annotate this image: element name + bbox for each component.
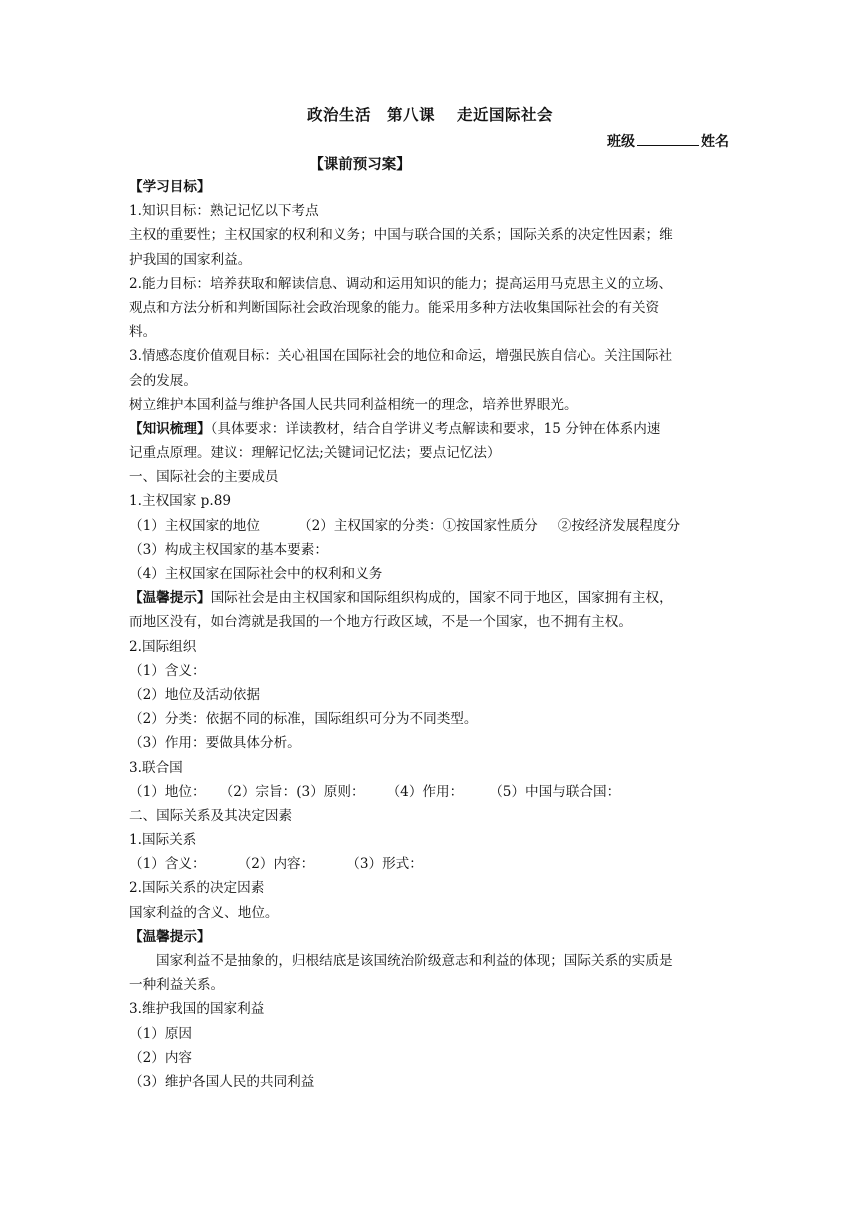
text-line: （3）构成主权国家的基本要素： (129, 541, 328, 558)
text-line: 料。 (129, 324, 157, 341)
heading-learning-goals: 【学习目标】 (129, 179, 211, 195)
text-line: （4）主权国家在国际社会中的权利和义务 (129, 566, 383, 582)
text-line: 会的发展。 (129, 372, 197, 389)
text-line: 3.维护我国的国家利益 (129, 1001, 265, 1018)
text-line: 国家利益不是抽象的，归根结底是该国统治阶级意志和利益的体现；国际关系的实质是 (156, 953, 673, 969)
text-line: （3）作用：要做具体分析。 (129, 735, 301, 752)
un-line (129, 780, 733, 804)
relations-line (129, 852, 733, 876)
heading-knowledge: 【知识梳理】 (129, 420, 211, 437)
text-item: ②按经济发展程度分 (557, 517, 681, 534)
text-line: 1.主权国家 p.89 (129, 493, 231, 510)
name-label: 姓名 (701, 134, 729, 150)
text-item: （2）内容： (237, 856, 315, 873)
text-item: （4）作用： (386, 783, 464, 800)
text-line: 观点和方法分析和判断国际社会政治现象的能力。能采用多种方法收集国际社会的有关资 (129, 299, 660, 316)
text-item: （3）形式： (346, 856, 423, 873)
text-item: （1）含义： (129, 856, 206, 873)
text-line: 而地区没有，如台湾就是我国的一个地方行政区域，不是一个国家，也不拥有主权。 (129, 614, 632, 631)
text-line: （1）含义： (129, 662, 206, 679)
text-line: 一种利益关系。 (129, 977, 225, 994)
tip-text: 国际社会是由主权国家和国际组织构成的，国家不同于地区，国家拥有主权， (210, 590, 673, 607)
text-item: （5）中国与联合国： (489, 783, 621, 800)
document-title: 政治生活 第八课 走近国际社会 (307, 106, 553, 124)
text-line: 1.国际关系 (129, 832, 197, 849)
heading-tip: 【温馨提示】 (129, 928, 211, 945)
text-line: （3）维护各国人民的共同利益 (129, 1073, 315, 1090)
tip-line (129, 586, 733, 610)
text-item: （1）主权国家的地位 (129, 517, 260, 534)
text-line: 记重点原理。建议：理解记忆法;关键词记忆法；要点记忆法） (129, 445, 501, 462)
text-item: （2）宗旨：(3）原则： (219, 783, 365, 800)
section-title: 【课前预习案】 (309, 157, 411, 173)
text-line: （1）原因 (129, 1025, 193, 1042)
text-line: 二、国际关系及其决定因素 (129, 807, 293, 824)
requirement-text: （具体要求：详读教材，结合自学讲义考点解读和要求，15 分钟在体系内速 (210, 420, 661, 437)
text-item: （1）地位： (129, 783, 206, 800)
text-line: 树立维护本国利益与维护各国人民共同利益相统一的理念，培养世界眼光。 (129, 396, 578, 413)
text-line: 3.情感态度价值观目标：关心祖国在国际社会的地位和命运，增强民族自信心。关注国际社 (129, 348, 673, 365)
text-line: 一、国际社会的主要成员 (129, 469, 279, 486)
class-label: 班级 (607, 134, 635, 150)
knowledge-heading-line (129, 417, 733, 441)
text-line: 2.国际关系的决定因素 (129, 880, 265, 897)
text-line: 1.知识目标：熟记记忆以下考点 (129, 203, 319, 220)
text-line: 主权的重要性；主权国家的权利和义务；中国与联合国的关系；国际关系的决定性因素；维 (129, 227, 673, 244)
text-line: （2）分类：依据不同的标准，国际组织可分为不同类型。 (129, 711, 478, 728)
text-line: 护我国的国家利益。 (129, 251, 252, 268)
text-line: 2.能力目标：培养获取和解读信息、调动和运用知识的能力；提高运用马克思主义的立场、 (129, 275, 673, 292)
text-line: 国家利益的含义、地位。 (129, 904, 279, 921)
class-name-line (607, 131, 729, 151)
class-blank (637, 133, 699, 146)
text-line: （2）内容 (129, 1049, 193, 1066)
text-line: （2）地位及活动依据 (129, 686, 260, 703)
text-line: 2.国际组织 (129, 638, 197, 655)
text-line: 3.联合国 (129, 759, 183, 776)
heading-tip: 【温馨提示】 (129, 590, 211, 607)
sovereign-line (129, 514, 733, 538)
document-body (129, 175, 733, 1094)
text-item: （2）主权国家的分类：①按国家性质分 (298, 517, 538, 534)
